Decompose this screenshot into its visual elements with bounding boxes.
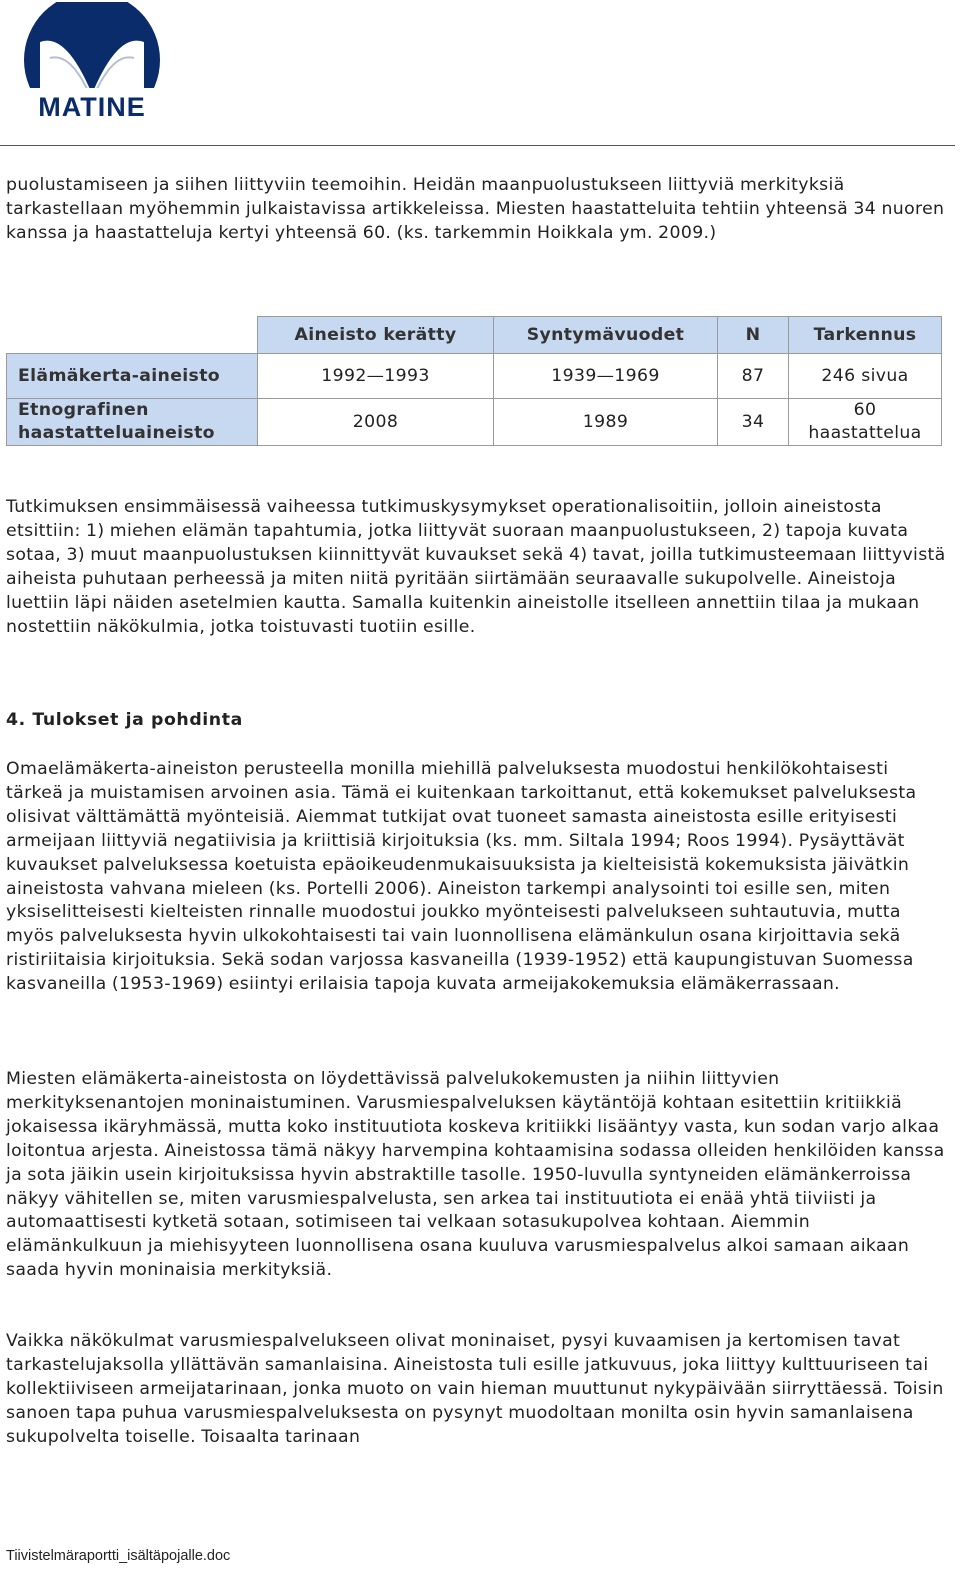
- data-table: [6, 316, 942, 446]
- section-heading: 4. Tulokset ja pohdinta: [6, 710, 243, 730]
- table-cell: 246 sivua: [789, 354, 942, 399]
- detail-line: haastattelua: [808, 423, 922, 443]
- table-row-label: Elämäkerta-aineisto: [7, 354, 258, 399]
- table-row-label: [7, 399, 258, 446]
- table-header-row: [7, 317, 942, 354]
- table-cell: 34: [718, 399, 789, 446]
- table-header-cell: Tarkennus: [789, 317, 942, 354]
- matine-logo-graphic: [22, 2, 162, 120]
- table-header-cell: N: [718, 317, 789, 354]
- footer-filename: Tiivistelmäraportti_isältäpojalle.doc: [6, 1548, 231, 1564]
- row-label-line: haastatteluaineisto: [18, 423, 215, 443]
- method-paragraph: Tutkimuksen ensimmäisessä vaiheessa tutkimuskysymykset operationalisoitiin, jolloin aineistosta etsittiin: 1) miehen elämän tapahtumia, jotka liittyvät suoraan maanpuolustukseen, 2) tapoja kuvata sotaa, 3) muut maanpuolustuksen kiinnittyvät kuvaukset sekä 4) tavat, joilla tutkimusteemaan liittyvistä aiheista puhutaan perheessä ja miten niitä pyritään siirtämään seuraavalle sukupolvelle. Aineistoja luettiin läpi näiden asetelmien kautta. Samalla kuitenkin aineistolle itselleen annettiin tilaa ja mukaan nostettiin näkökulmia, jotka toistuvasti tuotiin esille.: [6, 497, 946, 637]
- table-row: [7, 354, 942, 399]
- header-divider: [0, 145, 955, 146]
- table-cell: [789, 399, 942, 446]
- intro-paragraph: puolustamiseen ja siihen liittyviin teemoihin. Heidän maanpuolustukseen liittyviä merkityksiä tarkastellaan myöhemmin julkaistavissa artikkeleissa. Miesten haastatteluita tehtiin yhteensä 34 nuoren kanssa ja haastatteluja kertyi yhteensä 60. (ks. tarkemmin Hoikkala ym. 2009.): [6, 175, 945, 243]
- table-corner: [7, 317, 258, 354]
- table-header-cell: Aineisto kerätty: [258, 317, 494, 354]
- results-paragraph-1: Omaelämäkerta-aineiston perusteella monilla miehillä palveluksesta muodostui henkilökohtaisesti tärkeä ja muistamisen arvoinen asia. Tämä ei kuitenkaan tarkoittanut, että kokemukset palveluksesta olisivat välttämättä myönteisiä. Aiemmat tutkijat ovat tuoneet samasta aineistosta esille erityisesti armeijaan liittyviä negatiivisia ja kriittisiä kirjoituksia (ks. mm. Siltala 1994; Roos 1994). Pysäyttävät kuvaukset palveluksessa koetuista epäoikeudenmukaisuuksista ja kielteisistä kokemuksista jäivätkin aineistosta vahvana mieleen (ks. Portelli 2006). Aineiston tarkempi analysointi toi esille sen, miten yksiselitteisesti kielteisten rinnalle muodostui joukko myönteisesti palvelukseen suhtautuvia, mutta myös palveluksesta hyvin ulkokohtaisesti tai vain luonnollisena elämänkulun osana kirjoittavia sekä ristiriitaisia kirjoituksia. Sekä sodan varjossa kasvaneilla (1939-1952) että kaupungistuvan Suomessa kasvaneilla (1953-1969) esiintyi erilaisia tapoja kuvata armeijakokemuksia elämäkerrassaan.: [6, 759, 917, 995]
- table-cell: 2008: [258, 399, 494, 446]
- row-label-line: Etnografinen: [18, 400, 149, 420]
- table-cell: 1992—1993: [258, 354, 494, 399]
- matine-logo: [22, 2, 162, 120]
- logo-text: MATINE: [38, 92, 146, 120]
- detail-line: 60: [853, 400, 877, 420]
- table-cell: 1939—1969: [494, 354, 718, 399]
- table-cell: 87: [718, 354, 789, 399]
- results-paragraph-2: Miesten elämäkerta-aineistosta on löydettävissä palvelukokemusten ja niihin liittyvien merkityksenantojen moninaistuminen. Varusmiespalveluksen käytäntöjä kohtaan esitettiin kritiikkiä jokaisessa ikäryhmässä, mutta koko instituutiota koskeva kritiikki lisääntyy vasta, kun sodan varjo alkaa loitontua arjesta. Aineistossa tämä näkyy harvempina kohtaamisina sodassa olleiden henkilöiden kanssa ja sota jäikin usein kirjoituksissa hyvin abstraktille tasolle. 1950-luvulla syntyneiden elämänkerroissa näkyy vähitellen se, miten varusmiespalvelusta, sen arkea tai instituutiota ei enää yhtä tiiviisti ja automaattisesti kytketä sotaan, sotimiseen tai velkaan sotasukupolvea kohtaan. Aiemmin elämänkulkuun ja miehisyyteen luonnollisena osana kuuluva varusmiespalvelus alkoi samaan aikaan saada hyvin moninaisia merkityksiä.: [6, 1069, 945, 1281]
- table-row: [7, 399, 942, 446]
- results-paragraph-3: Vaikka näkökulmat varusmiespalvelukseen olivat moninaiset, pysyi kuvaamisen ja kertomisen tavat tarkastelujaksolla yllättävän samanlaisina. Aineistosta tuli esille jatkuvuus, joka liittyy kulttuuriseen tai kollektiiviseen armeijatarinaan, jonka muoto on vain hieman muuttunut nykypäivään siirryttäessä. Toisin sanoen tapa puhua varusmiespalveluksesta on pysynyt muodoltaan monilta osin hyvin samanlaisena sukupolvelta toiselle. Toisaalta tarinaan: [6, 1331, 944, 1447]
- table-cell: 1989: [494, 399, 718, 446]
- table-header-cell: Syntymävuodet: [494, 317, 718, 354]
